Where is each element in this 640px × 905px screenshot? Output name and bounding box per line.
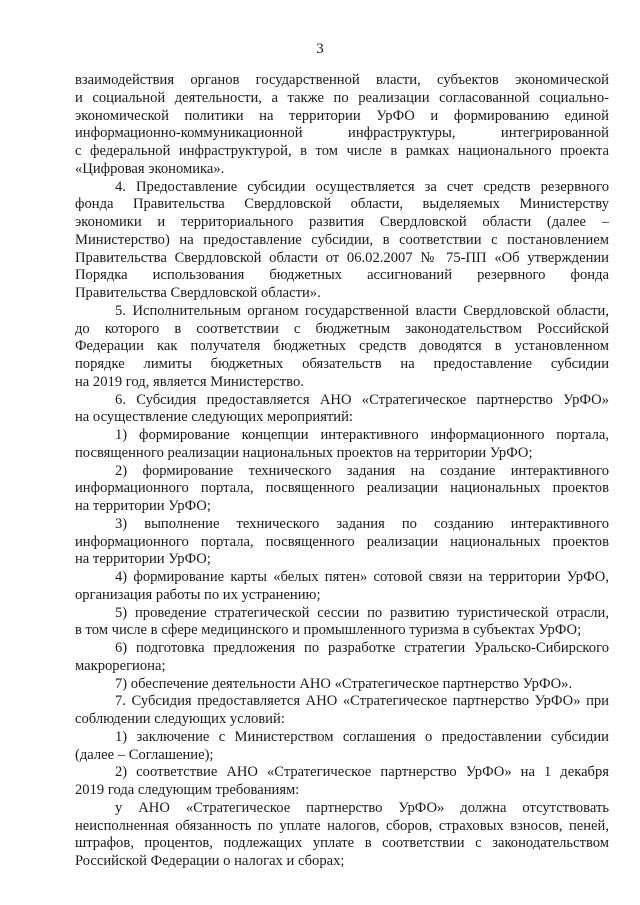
paragraph-p-6-5 [75,605,609,641]
text-line: штрафов, процентов, подлежащих уплате в соответствии с законодательством [75,835,609,852]
text-line: на 2019 год, является Министерство. [75,373,304,390]
text-line: 2) соответствие АНО «Стратегическое партнерство УрФО» на 1 декабря [115,764,609,781]
text-line: в том числе в сфере медицинского и промышленного туризма в субъектах УрФО; [75,622,582,639]
text-line: 4. Предоставление субсидии осуществляется за счет средств резервного [115,178,609,195]
paragraph-p-6-4 [75,569,609,605]
text-line: Российской Федерации о налогах и сборах; [75,853,345,869]
text-line: 4) формирование карты «белых пятен» сотовой связи на территории УрФО, [115,569,609,585]
paragraph-p-6-3 [75,516,609,569]
text-line: Правительства Свердловской области от 06.02.2007 № 75-ПП «Об утверждении [75,249,609,266]
text-line: макрорегиона; [75,657,166,674]
text-line: неисполненная обязанность по уплате налогов, сборов, страховых взносов, пеней, [75,817,609,834]
text-line: Министерство) на предоставление субсидии, в соответствии с постановлением [75,231,609,248]
text-line: на осуществление следующих мероприятий: [75,409,353,426]
paragraph-p-6-7 [75,676,609,694]
text-line: до которого в соответствии с бюджетным законодательством Российской [75,320,609,337]
text-line: на территории УрФО; [75,551,211,568]
paragraph-p-5 [75,303,609,392]
text-line: 7) обеспечение деятельности АНО «Стратегическое партнерство УрФО». [115,675,573,692]
document-body [75,72,609,871]
text-line: с федеральной инфраструктурой, в том числе в рамках национального проекта [75,143,609,159]
text-line: 2) формирование технического задания на создание интерактивного [115,462,609,479]
text-line: Порядка использования бюджетных ассигнований резервного фонда [75,267,609,284]
text-line: порядке лимиты бюджетных обязательств на предоставление субсидии [75,356,609,372]
text-line: 7. Субсидия предоставляется АНО «Стратегическое партнерство УрФО» при [115,693,609,710]
text-line: взаимодействия органов государственной власти, субъектов экономической [75,72,609,88]
text-line: информационного портала, посвященного реализации национальных проектов [75,533,609,550]
text-line: 2019 года следующим требованиям: [75,782,300,798]
paragraph-p-7-2 [75,764,609,800]
paragraph-p-6 [75,392,609,428]
text-line: на территории УрФО; [75,498,211,514]
text-line: соблюдении следующих условий: [75,711,285,727]
paragraph-p-6-6 [75,640,609,676]
paragraph-p-6-2 [75,463,609,516]
paragraph-p-7 [75,693,609,729]
text-line: Федерации как получателя бюджетных средств доводятся в установленном [75,338,609,355]
text-line: экономической политики на территории УрФО и формированию единой [75,107,609,124]
text-line: 6. Субсидия предоставляется АНО «Стратегическое партнерство УрФО» [115,391,609,408]
paragraph-p-6-1 [75,427,609,463]
text-line: и социальной деятельности, а также по реализации согласованной социально- [75,89,609,106]
text-line: 5. Исполнительным органом государственной власти Свердловской области, [115,302,609,319]
text-line: у АНО «Стратегическое партнерство УрФО» должна отсутствовать [115,799,609,816]
text-line: 6) подготовка предложения по разработке стратегии Уральско-Сибирского [115,640,609,656]
text-line: Правительства Свердловской области». [75,285,321,301]
text-line: (далее – Соглашение); [75,746,214,763]
text-line: фонда Правительства Свердловской области, выделяемых Министерству [75,196,609,213]
text-line: 1) заключение с Министерством соглашения о предоставлении субсидии [115,728,609,745]
text-line: «Цифровая экономика». [75,160,225,177]
paragraph-p-4 [75,179,609,303]
text-line: информационно-коммуникационной инфраструктуры, интегрированной [75,125,609,142]
paragraph-p-7-1 [75,729,609,765]
text-line: 3) выполнение технического задания по созданию интерактивного [115,515,609,532]
text-line: информационного портала, посвященного реализации национальных проектов [75,480,609,497]
paragraph-p-7-2-a [75,800,609,871]
text-line: 1) формирование концепции интерактивного информационного портала, [115,427,609,443]
paragraph-p-continued [75,72,609,179]
page-number: 3 [316,41,324,57]
text-line: посвященного реализации национальных проектов на территории УрФО; [75,444,533,461]
text-line: 5) проведение стратегической сессии по развитию туристической отрасли, [115,604,609,621]
text-line: экономики и территориального развития Свердловской области (далее – [75,214,609,230]
text-line: организация работы по их устранению; [75,586,321,603]
